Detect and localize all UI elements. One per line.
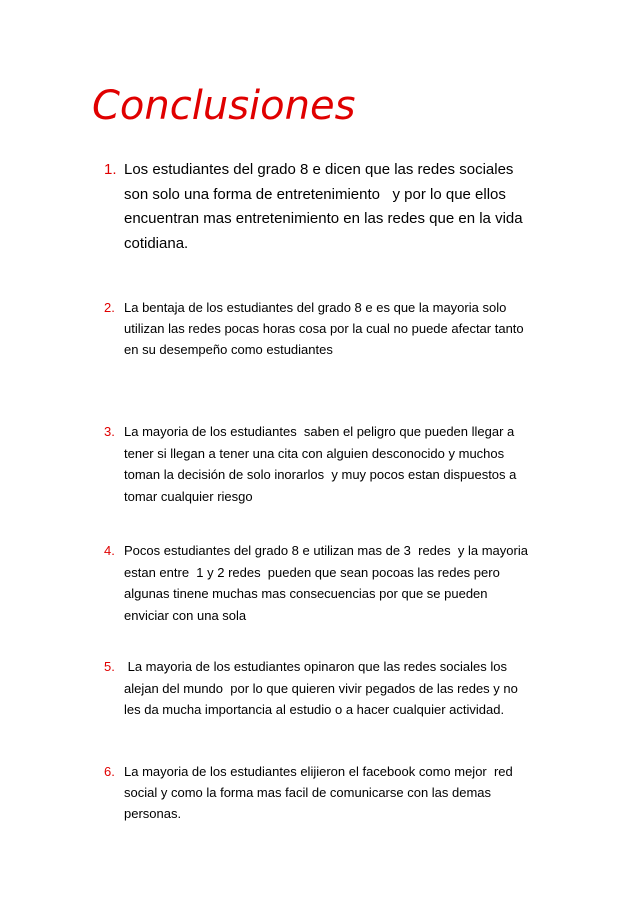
- text-line: alejan del mundo por lo que quieren vivir pegados de las redes y no: [124, 680, 518, 696]
- list-text: [124, 656, 554, 721]
- list-text: [124, 761, 554, 824]
- list-item: [104, 656, 554, 721]
- text-line: cotidiana.: [124, 234, 189, 252]
- list-item: [104, 421, 554, 507]
- list-number: 3.: [104, 424, 115, 439]
- list-number: 2.: [104, 300, 115, 315]
- text-line: tener si llegan a tener una cita con alguien desconocido y muchos: [124, 445, 505, 461]
- text-line: La bentaja de los estudiantes del grado 8 e es que la mayoria solo: [124, 300, 507, 315]
- text-line: La mayoria de los estudiantes elijieron el facebook como mejor red: [124, 764, 513, 779]
- list-text: [124, 297, 554, 360]
- text-line: utilizan las redes pocas horas cosa por la cual no puede afectar tanto: [124, 321, 524, 336]
- list-number: 5.: [104, 659, 115, 674]
- list-number: 4.: [104, 543, 115, 558]
- text-line: tomar cualquier riesgo: [124, 488, 253, 504]
- text-line: encuentran mas entretenimiento en las redes que en la vida: [124, 210, 523, 227]
- list-number: 1.: [104, 161, 117, 178]
- list-text: [124, 421, 554, 507]
- list-item: [104, 761, 554, 824]
- text-line: les da mucha importancia al estudio o a hacer cualquier actividad.: [124, 702, 505, 717]
- list-text: [124, 540, 554, 626]
- list-text: [124, 158, 554, 256]
- list-item: [104, 297, 554, 360]
- list-item: [104, 540, 554, 626]
- text-line: Pocos estudiantes del grado 8 e utilizan mas de 3 redes y la mayoria: [124, 543, 528, 558]
- text-line: Los estudiantes del grado 8 e dicen que las redes sociales: [124, 161, 514, 178]
- text-line: algunas tinene muchas mas consecuencias por que se pueden: [124, 586, 488, 601]
- list-item: [104, 158, 554, 256]
- text-line: son solo una forma de entretenimiento y por lo que ellos: [124, 185, 506, 203]
- text-line: en su desempeño como estudiantes: [124, 342, 333, 357]
- text-line: La mayoria de los estudiantes opinaron que las redes sociales los: [124, 659, 508, 674]
- text-line: estan entre 1 y 2 redes pueden que sean pocoas las redes pero: [124, 564, 500, 580]
- list-number: 6.: [104, 764, 115, 779]
- text-line: La mayoria de los estudiantes saben el peligro que pueden llegar a: [124, 424, 515, 439]
- page-title: Conclusiones: [92, 83, 356, 129]
- text-line: social y como la forma mas facil de comunicarse con las demas: [124, 785, 492, 800]
- text-line: toman la decisión de solo inorarlos y muy pocos estan dispuestos a: [124, 467, 517, 482]
- text-line: personas.: [124, 806, 182, 821]
- text-line: enviciar con una sola: [124, 607, 247, 623]
